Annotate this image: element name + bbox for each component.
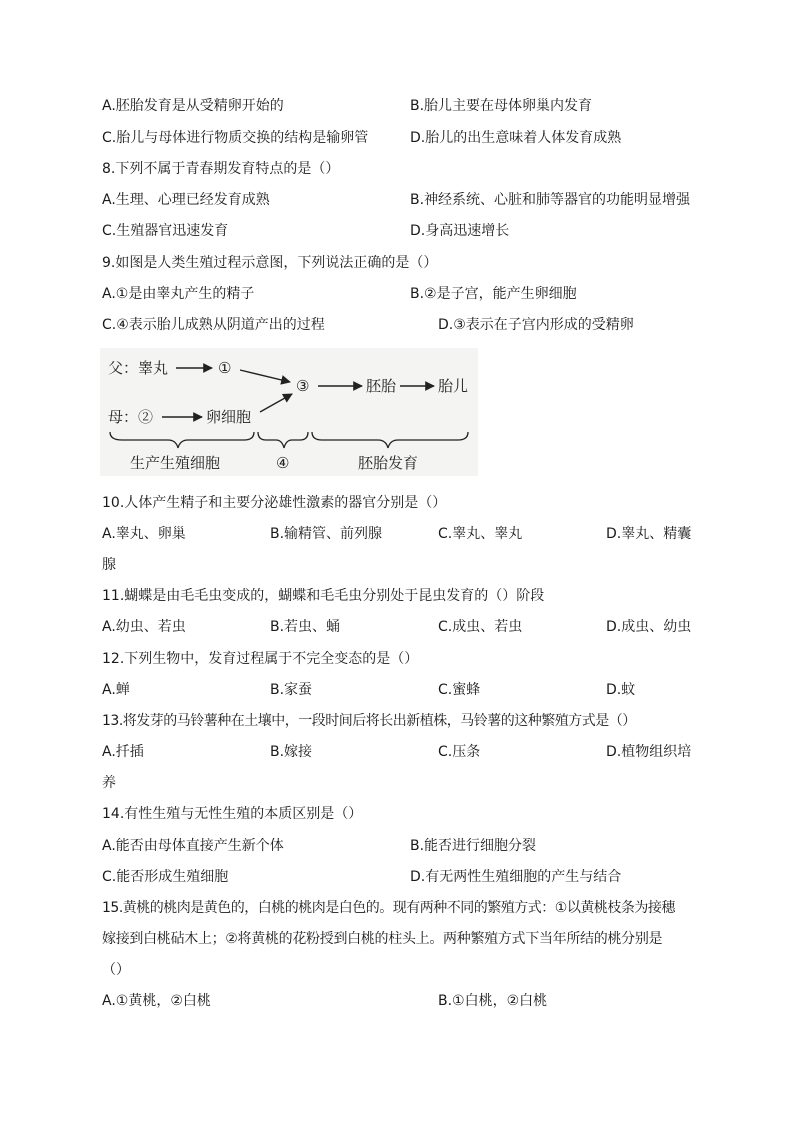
q13-option-d: D.植物组织培 — [606, 744, 692, 760]
q15-option-a: A.①黄桃，②白桃 — [102, 993, 211, 1009]
q11-stem: 11.蝴蝶是由毛毛虫变成的，蝴蝶和毛毛虫分别处于昆虫发育的（）阶段 — [102, 588, 545, 604]
q14-option-a: A.能否由母体直接产生新个体 — [102, 838, 284, 854]
diagram-brace-mid-label: ④ — [276, 454, 290, 472]
q15-stem-line-2: 嫁接到白桃砧木上；②将黄桃的花粉授到白桃的柱头上。两种繁殖方式下当年所结的桃分别是 — [102, 931, 663, 947]
q11-option-c: C.成虫、若虫 — [438, 619, 523, 635]
q7-option-a: A.胚胎发育是从受精卵开始的 — [102, 98, 284, 114]
q14-option-c: C.能否形成生殖细胞 — [102, 869, 229, 885]
q15-option-b: B.①白桃，②白桃 — [438, 993, 548, 1009]
diagram-embryo-label: 胚胎 — [366, 377, 397, 395]
q11-option-b: B.若虫、蛹 — [270, 619, 341, 635]
diagram-egg-label: 卵细胞 — [206, 408, 252, 426]
q12-option-a: A.蝉 — [102, 682, 130, 698]
q9-option-b: B.②是子宫，能产生卵细胞 — [410, 286, 577, 302]
reproduction-diagram — [100, 348, 478, 476]
q7-option-d: D.胎儿的出生意味着人体发育成熟 — [410, 130, 622, 146]
q8-option-a: A.生理、心理已经发育成熟 — [102, 192, 270, 208]
q10-option-b: B.输精管、前列腺 — [270, 526, 383, 542]
q13-option-c: C.压条 — [438, 744, 481, 760]
diagram-brace-right-label: 胚胎发育 — [358, 454, 419, 472]
q13-option-a: A.扦插 — [102, 744, 144, 760]
q9-stem: 9.如图是人类生殖过程示意图，下列说法正确的是（） — [102, 255, 438, 271]
diagram-brace-left-label: 生产生殖细胞 — [130, 454, 221, 472]
q8-option-c: C.生殖器官迅速发育 — [102, 223, 229, 239]
diagram-fetus-label: 胎儿 — [438, 377, 469, 395]
q9-option-d: D.③表示在子宫内形成的受精卵 — [438, 317, 634, 333]
diagram-mother-label: 母：② — [108, 408, 154, 426]
q8-option-d: D.身高迅速增长 — [410, 223, 510, 239]
q14-stem: 14.有性生殖与无性生殖的本质区别是（） — [102, 806, 363, 822]
q7-option-c: C.胎儿与母体进行物质交换的结构是输卵管 — [102, 130, 369, 146]
q15-stem-line-1: 15.黄桃的桃肉是黄色的，白桃的桃肉是白色的。现有两种不同的繁殖方式：①以黄桃枝条为接穗 — [102, 900, 675, 916]
q7-option-b: B.胎儿主要在母体卵巢内发育 — [410, 98, 593, 114]
q12-option-c: C.蜜蜂 — [438, 682, 481, 698]
q8-stem: 8.下列不属于青春期发育特点的是（） — [102, 161, 340, 177]
q10-option-c: C.睾丸、睾丸 — [438, 526, 523, 542]
q11-option-a: A.幼虫、若虫 — [102, 619, 186, 635]
q12-option-b: B.家蚕 — [270, 682, 313, 698]
q13-stem: 13.将发芽的马铃薯种在土壤中，一段时间后将长出新植株，马铃薯的这种繁殖方式是（） — [102, 713, 636, 729]
q14-option-b: B.能否进行细胞分裂 — [410, 838, 537, 854]
q8-option-b: B.神经系统、心脏和肺等器官的功能明显增强 — [410, 192, 691, 208]
q11-option-d: D.成虫、幼虫 — [606, 619, 692, 635]
q9-option-c: C.④表示胎儿成熟从阴道产出的过程 — [102, 317, 325, 333]
q13-option-b: B.嫁接 — [270, 744, 313, 760]
q15-stem-line-3: （） — [102, 962, 130, 978]
q10-option-a: A.睾丸、卵巢 — [102, 526, 186, 542]
q10-option-d: D.睾丸、精囊 — [606, 526, 692, 542]
diagram-father-label: 父：睾丸 — [108, 359, 169, 377]
diagram-node-1: ① — [218, 359, 232, 377]
q13-option-d-continued: 养 — [102, 775, 116, 791]
q10-stem: 10.人体产生精子和主要分泌雄性激素的器官分别是（） — [102, 495, 447, 511]
q10-option-d-continued: 腺 — [102, 557, 116, 573]
q14-option-d: D.有无两性生殖细胞的产生与结合 — [410, 869, 622, 885]
q9-option-a: A.①是由睾丸产生的精子 — [102, 286, 255, 302]
diagram-node-3: ③ — [296, 377, 310, 395]
q12-stem: 12.下列生物中，发育过程属于不完全变态的是（） — [102, 651, 419, 667]
q12-option-d: D.蚊 — [606, 682, 636, 698]
